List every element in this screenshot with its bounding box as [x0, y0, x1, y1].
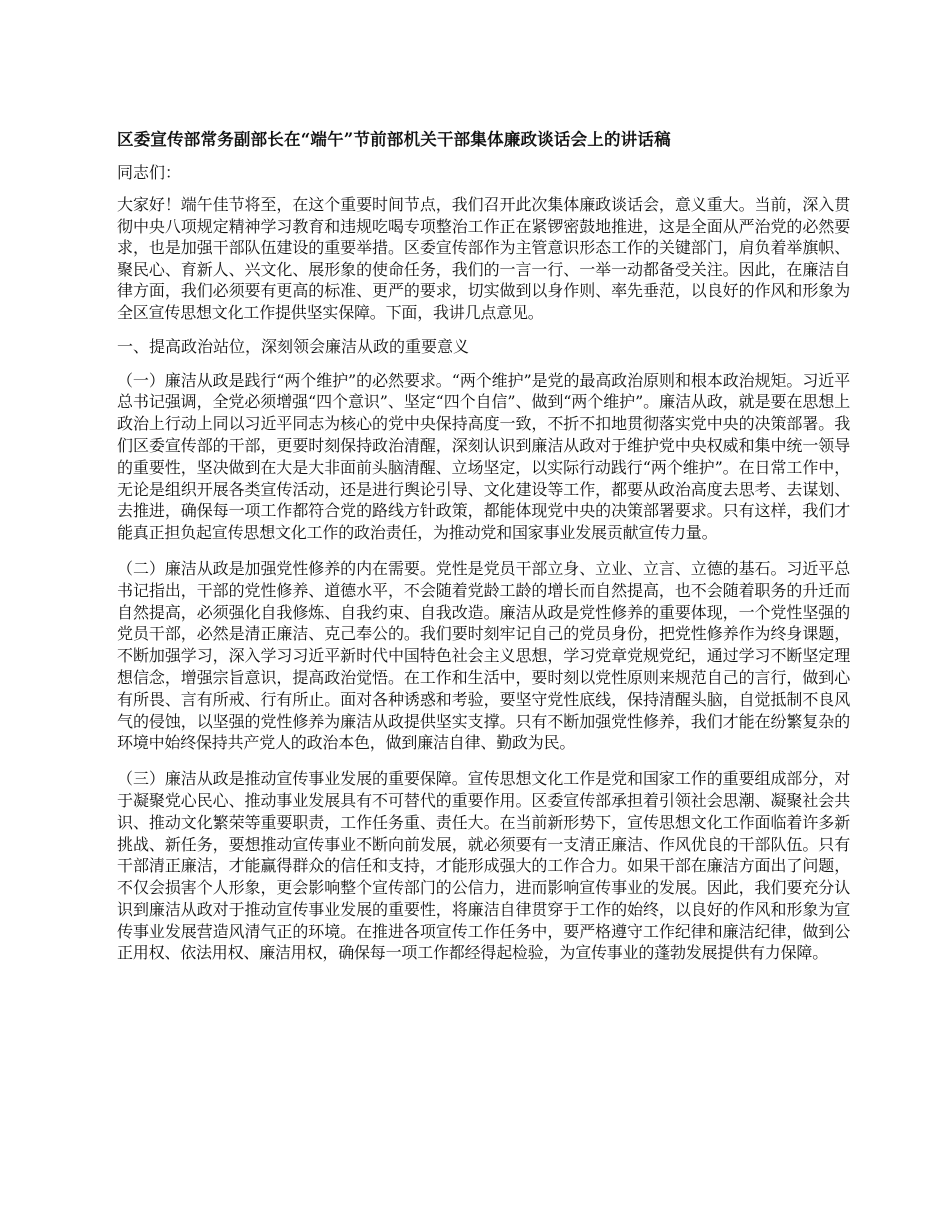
salutation: 同志们： [117, 163, 182, 182]
document-title: 区委宣传部常务副部长在“端午”节前部机关干部集体廉政谈话会上的讲话稿 [117, 130, 671, 149]
subsection-paragraph-3: （三）廉洁从政是推动宣传事业发展的重要保障。宣传思想文化工作是党和国家工作的重要组成部分，对于凝聚党心民心、推动事业发展具有不可替代的重要作用。区委宣传部承担着引领社会思潮、凝聚社会共识、推动文化繁荣等重要职责，工作任务重、责任大。在当前新形势下，宣传思想文化工作面临着许多新挑战、新任务，要想推动宣传事业不断向前发展，就必须要有一支清正廉洁、作风优良的干部队伍。只有干部清正廉洁，才能赢得群众的信任和支持，才能形成强大的工作合力。如果干部在廉洁方面出了问题，不仅会损害个人形象，更会影响整个宣传部门的公信力，进而影响宣传事业的发展。因此，我们要充分认识到廉洁从政对于推动宣传事业发展的重要性，将廉洁自律贯穿于工作的始终，以良好的作风和形象为宣传事业发展营造风清气正的环境。在推进各项宣传工作任务中，要严格遵守工作纪律和廉洁纪律，做到公正用权、依法用权、廉洁用权，确保每一项工作都经得起检验，为宣传事业的蓬勃发展提供有力保障。 [117, 769, 850, 963]
document-page [117, 128, 850, 978]
subsection-paragraph-1: （一）廉洁从政是践行“两个维护”的必然要求。“两个维护”是党的最高政治原则和根本政治规矩。习近平总书记强调，全党必须增强“四个意识”、坚定“四个自信”、做到“两个维护”。廉洁从政，就是要在思想上政治上行动上同以习近平同志为核心的党中央保持高度一致，不折不扣地贯彻落实党中央的决策部署。我们区委宣传部的干部，更要时刻保持政治清醒，深刻认识到廉洁从政对于维护党中央权威和集中统一领导的重要性，坚决做到在大是大非面前头脑清醒、立场坚定，以实际行动践行“两个维护”。在日常工作中，无论是组织开展各类宣传活动，还是进行舆论引导、文化建设等工作，都要从政治高度去思考、去谋划、去推进，确保每一项工作都符合党的路线方针政策，都能体现党中央的决策部署要求。只有这样，我们才能真正担负起宣传思想文化工作的政治责任，为推动党和国家事业发展贡献宣传力量。 [117, 370, 850, 543]
intro-paragraph: 大家好！端午佳节将至，在这个重要时间节点，我们召开此次集体廉政谈话会，意义重大。当前，深入贯彻中央八项规定精神学习教育和违规吃喝专项整治工作正在紧锣密鼓地推进，这是全面从严治党的必然要求，也是加强干部队伍建设的重要举措。区委宣传部作为主管意识形态工作的关键部门，肩负着举旗帜、聚民心、育新人、兴文化、展形象的使命任务，我们的一言一行、一举一动都备受关注。因此，在廉洁自律方面，我们必须要有更高的标准、更严的要求，切实做到以身作则、率先垂范，以良好的作风和形象为全区宣传思想文化工作提供坚实保障。下面，我讲几点意见。 [117, 195, 850, 322]
section-heading: 一、提高政治站位，深刻领会廉洁从政的重要意义 [117, 336, 470, 356]
subsection-paragraph-2: （二）廉洁从政是加强党性修养的内在需要。党性是党员干部立身、立业、立言、立德的基石。习近平总书记指出，干部的党性修养、道德水平，不会随着党龄工龄的增长而自然提高，也不会随着职务的升迁而自然提高，必须强化自我修炼、自我约束、自我改造。廉洁从政是党性修养的重要体现，一个党性坚强的党员干部，必然是清正廉洁、克己奉公的。我们要时刻牢记自己的党员身份，把党性修养作为终身课题，不断加强学习，深入学习习近平新时代中国特色社会主义思想，学习党章党规党纪，通过学习不断坚定理想信念，增强宗旨意识，提高政治觉悟。在工作和生活中，要时刻以党性原则来规范自己的言行，做到心有所畏、言有所戒、行有所止。面对各种诱惑和考验，要坚守党性底线，保持清醒头脑，自觉抵制不良风气的侵蚀，以坚强的党性修养为廉洁从政提供坚实支撑。只有不断加强党性修养，我们才能在纷繁复杂的环境中始终保持共产党人的政治本色，做到廉洁自律、勤政为民。 [117, 558, 850, 753]
